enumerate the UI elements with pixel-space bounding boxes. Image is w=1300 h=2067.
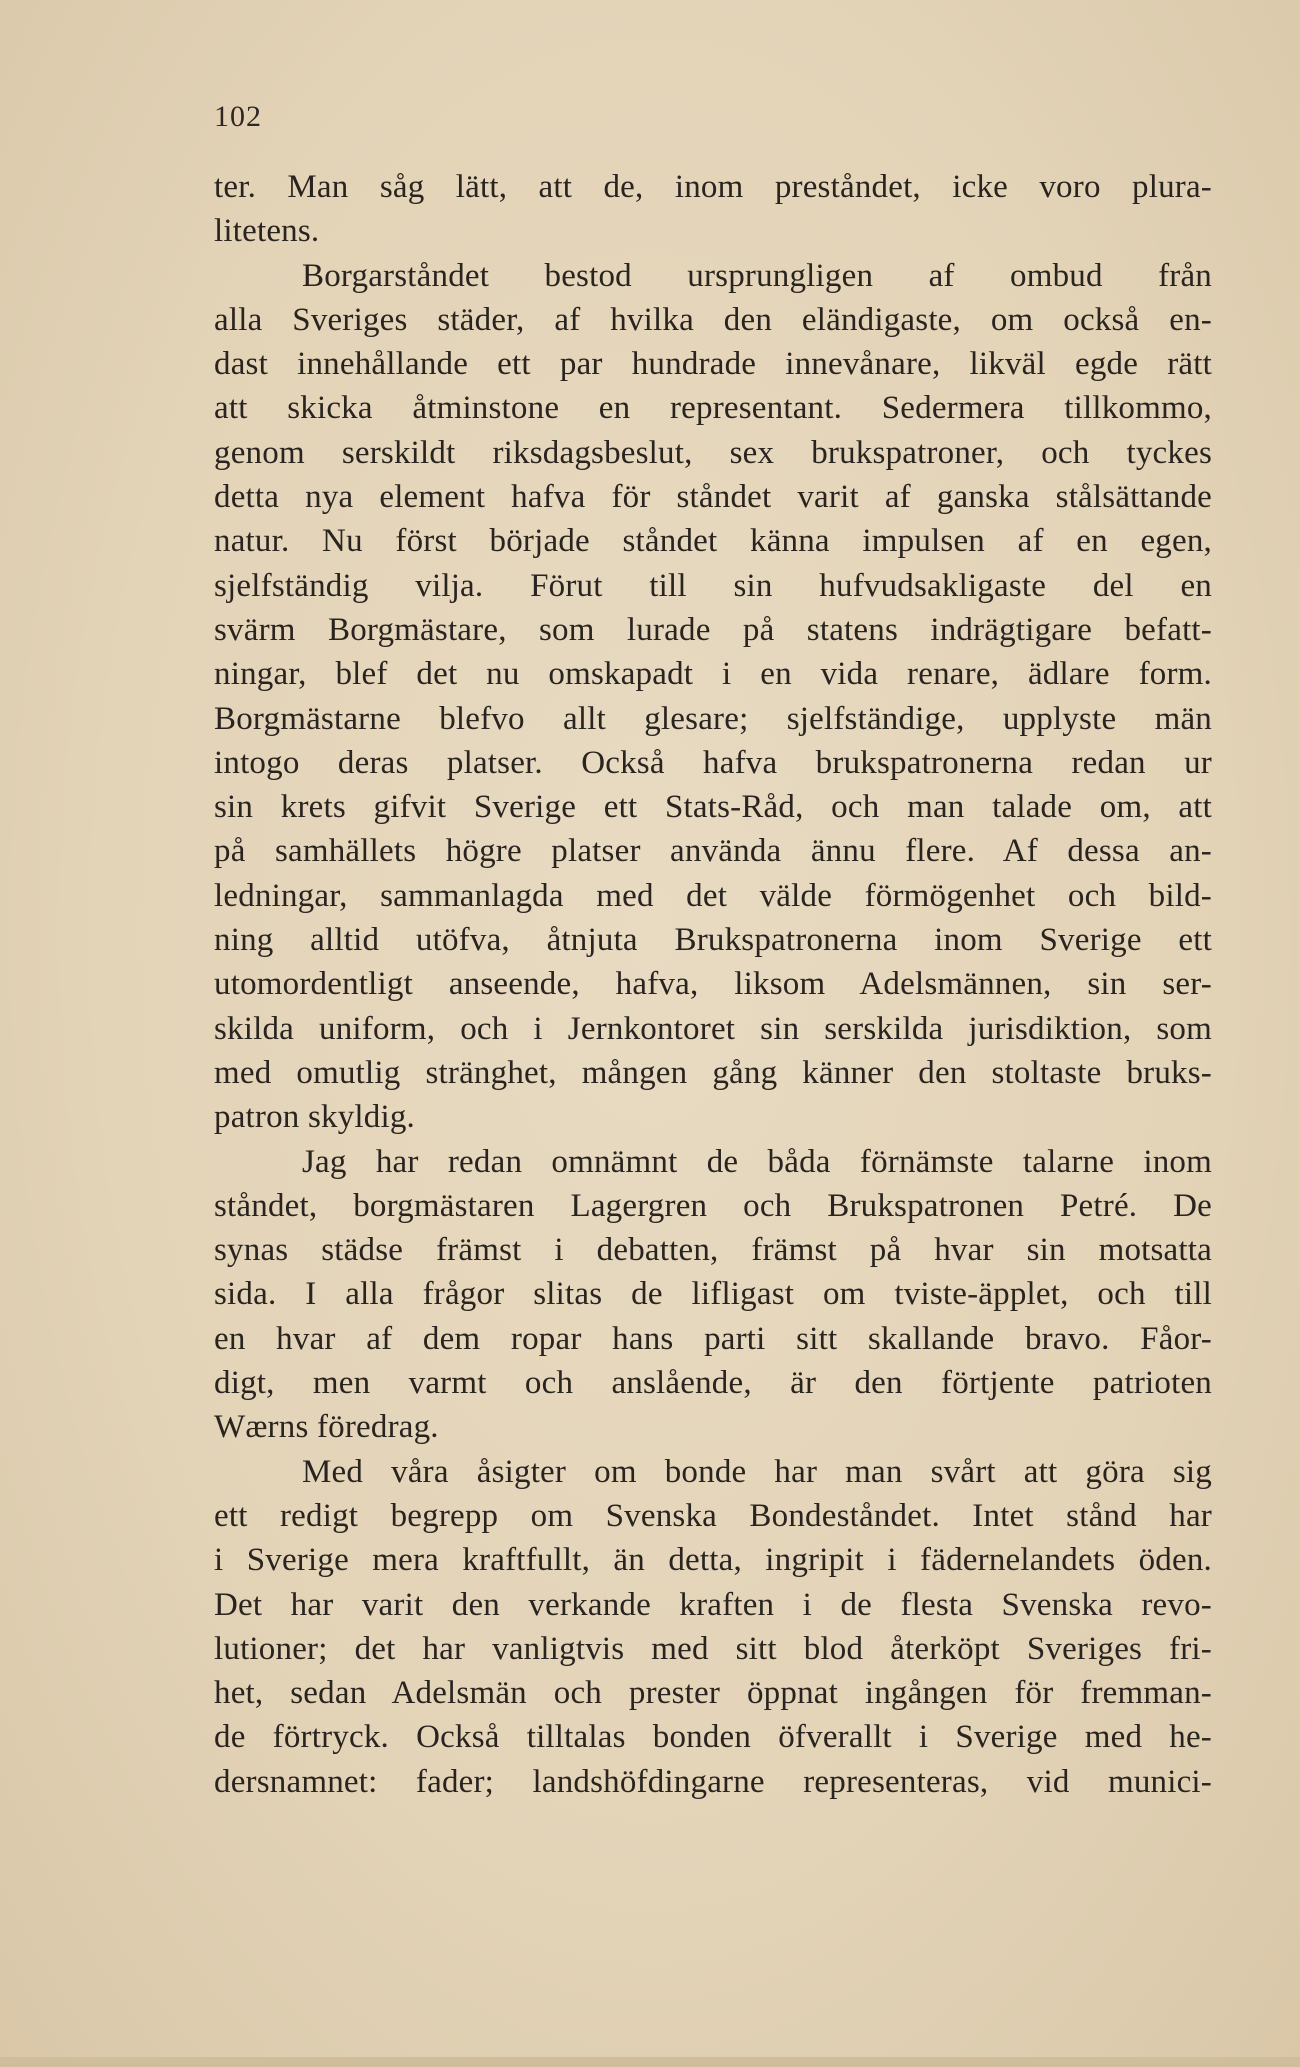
text-line: ståndet, borgmästaren Lagergren och Brukspatronen Petré. De <box>214 1187 1212 1224</box>
text-line: dersnamnet: fader; landshöfdingarne representeras, vid munici- <box>214 1763 1212 1800</box>
text-line: att skicka åtminstone en representant. Sedermera tillkommo, <box>214 390 1212 427</box>
text-line: ning alltid utöfva, åtnjuta Brukspatronerna inom Sverige ett <box>214 922 1212 959</box>
text-line: lutioner; det har vanligtvis med sitt blod återköpt Sveriges fri- <box>214 1630 1212 1667</box>
text-line: synas städse främst i debatten, främst på hvar sin motsatta <box>214 1232 1212 1269</box>
text-line: detta nya element hafva för ståndet varit af ganska stålsättande <box>214 479 1212 516</box>
text-line: Jag har redan omnämnt de båda förnämste talarne inom <box>302 1143 1212 1180</box>
text-line: ningar, blef det nu omskapadt i en vida renare, ädlare form. <box>214 656 1212 693</box>
text-line: alla Sveriges städer, af hvilka den eländigaste, om också en- <box>214 301 1212 338</box>
text-line: med omutlig stränghet, mången gång känner den stoltaste bruks- <box>214 1054 1212 1091</box>
text-line: Med våra åsigter om bonde har man svårt att göra sig <box>302 1453 1212 1490</box>
text-line: sin krets gifvit Sverige ett Stats-Råd, och man talade om, att <box>214 789 1212 826</box>
text-line: Wærns föredrag. <box>214 1409 439 1446</box>
body-text <box>214 165 1212 1804</box>
text-line: utomordentligt anseende, hafva, liksom Adelsmännen, sin ser- <box>214 966 1212 1003</box>
text-line: en hvar af dem ropar hans parti sitt skallande bravo. Fåor- <box>214 1320 1212 1357</box>
text-line: ter. Man såg lätt, att de, inom preståndet, icke voro plura- <box>214 169 1212 205</box>
text-line: Borgmästarne blefvo allt glesare; sjelfständige, upplyste män <box>214 700 1212 737</box>
page-number: 102 <box>214 100 262 133</box>
text-line: dast innehållande ett par hundrade innevånare, likväl egde rätt <box>214 346 1212 383</box>
text-line: het, sedan Adelsmän och prester öppnat ingången för fremman- <box>214 1675 1212 1712</box>
text-line: Det har varit den verkande kraften i de flesta Svenska revo- <box>214 1586 1212 1623</box>
text-line: i Sverige mera kraftfullt, än detta, ingripit i fädernelandets öden. <box>214 1542 1212 1579</box>
text-line: skilda uniform, och i Jernkontoret sin serskilda jurisdiktion, som <box>214 1010 1212 1047</box>
text-line: svärm Borgmästare, som lurade på statens indrägtigare befatt- <box>214 611 1212 648</box>
text-line: digt, men varmt och anslående, är den förtjente patrioten <box>214 1365 1212 1402</box>
page-bottom-edge <box>0 2057 1300 2067</box>
text-line: ledningar, sammanlagda med det välde förmögenhet och bild- <box>214 877 1212 914</box>
text-line: de förtryck. Också tilltalas bonden öfverallt i Sverige med he- <box>214 1719 1212 1756</box>
text-line: natur. Nu först började ståndet känna impulsen af en egen, <box>214 523 1212 560</box>
text-line: intogo deras platser. Också hafva brukspatronerna redan ur <box>214 744 1212 781</box>
text-line: litetens. <box>214 213 320 250</box>
text-line: Borgarståndet bestod ursprungligen af ombud från <box>302 257 1212 294</box>
text-line: på samhällets högre platser använda ännu flere. Af dessa an- <box>214 833 1212 870</box>
text-line: sida. I alla frågor slitas de lifligast om tviste-äpplet, och till <box>214 1276 1212 1313</box>
text-line: patron skyldig. <box>214 1099 415 1136</box>
text-line: genom serskildt riksdagsbeslut, sex brukspatroner, och tyckes <box>214 434 1212 471</box>
text-line: ett redigt begrepp om Svenska Bondeståndet. Intet stånd har <box>214 1497 1212 1534</box>
text-line: sjelfständig vilja. Förut till sin hufvudsakligaste del en <box>214 567 1212 604</box>
